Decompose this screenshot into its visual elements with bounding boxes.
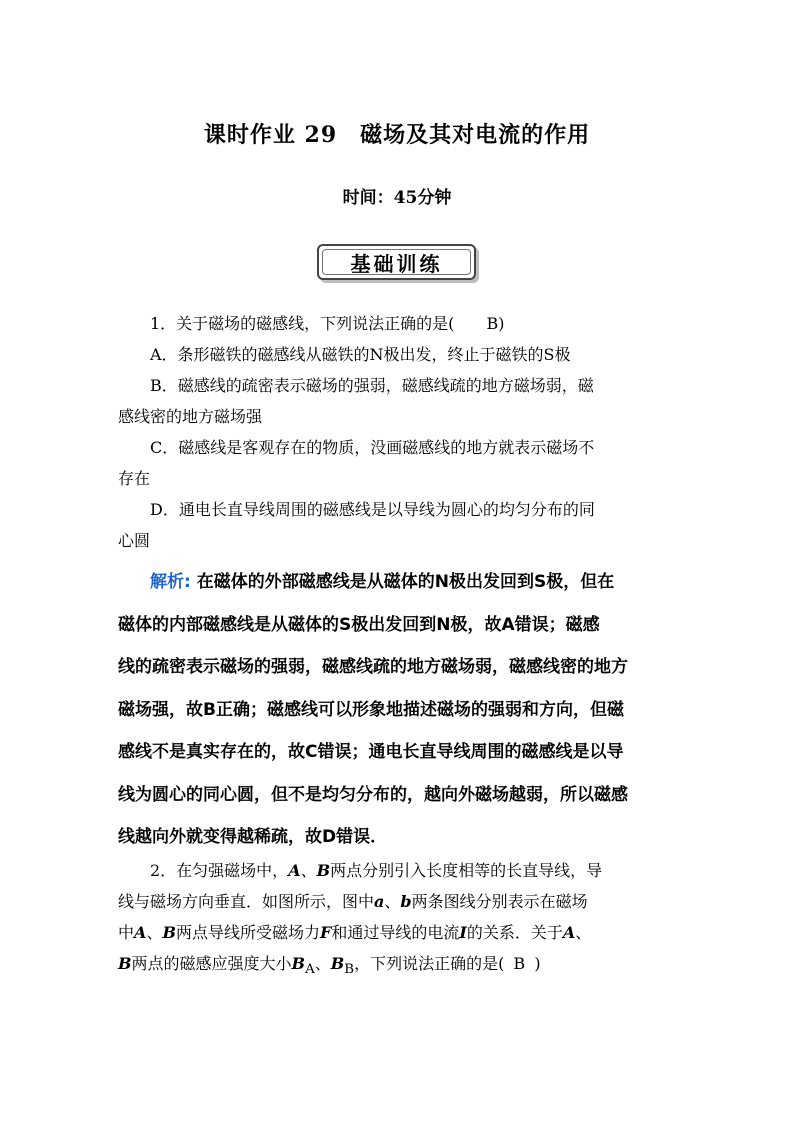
question-1-answer: B [486, 314, 499, 333]
option-a: A．条形磁铁的磁感线从磁铁的N极出发，终止于磁铁的S极 [150, 345, 571, 364]
analysis-line-5: 感线不是真实存在的，故C错误；通电长直导线周围的磁感线是以导 [118, 742, 624, 762]
question-2-line-2: 线与磁场方向垂直．如图所示，图中a、b两条图线分别表示在磁场 [118, 892, 588, 911]
analysis-line-7: 线越向外就变得越稀疏，故D错误． [118, 827, 388, 847]
analysis-line-3: 线的疏密表示磁场的强弱，磁感线疏的地方磁场弱，磁感线密的地方 [118, 657, 628, 677]
section-header-box [317, 244, 476, 280]
option-b: B．磁感线的疏密表示磁场的强弱，磁感线疏的地方磁场弱，磁 [150, 376, 594, 395]
question-1-stem: 1．关于磁场的磁感线，下列说法正确的是( B) [118, 308, 678, 339]
analysis-label: 解析: [150, 572, 191, 592]
analysis-line-1: 解析: 在磁体的外部磁感线是从磁体的N极出发回到S极，但在 [150, 572, 615, 592]
page-title: 课时作业 29 磁场及其对电流的作用 [203, 122, 591, 148]
question-2 [118, 855, 678, 985]
time-limit: 时间：45分钟 [342, 188, 452, 208]
option-b-cont: 感线密的地方磁场强 [118, 407, 263, 426]
analysis-line-6: 线为圆心的同心圆，但不是均匀分布的，越向外磁场越弱，所以磁感 [118, 784, 628, 805]
question-2-line-3: 中A、B两点导线所受磁场力F和通过导线的电流I的关系．关于A、 [118, 923, 592, 942]
section-label: 基础训练 [350, 251, 443, 276]
analysis-block [118, 561, 678, 859]
question-2-answer: B [513, 954, 526, 973]
analysis-line-2: 磁体的内部磁感线是从磁体的S极出发回到N极，故A错误；磁感 [118, 614, 600, 635]
option-c-cont: 存在 [118, 469, 151, 488]
option-c: C．磁感线是客观存在的物质，没画磁感线的地方就表示磁场不 [150, 438, 595, 457]
analysis-line-4: 磁场强，故B正确；磁感线可以形象地描述磁场的强弱和方向，但磁 [118, 699, 624, 720]
option-d: D．通电长直导线周围的磁感线是以导线为圆心的均匀分布的同 [150, 500, 595, 519]
question-2-line-4: B两点的磁感应强度大小$B_A$、$B_B$，下列说法正确的是( B ) [118, 948, 678, 985]
question-1 [118, 308, 678, 556]
option-d-cont: 心圆 [118, 531, 151, 550]
question-2-line-1: 2．在匀强磁场中，A、B两点分别引入长度相等的长直导线，导 [150, 861, 603, 880]
